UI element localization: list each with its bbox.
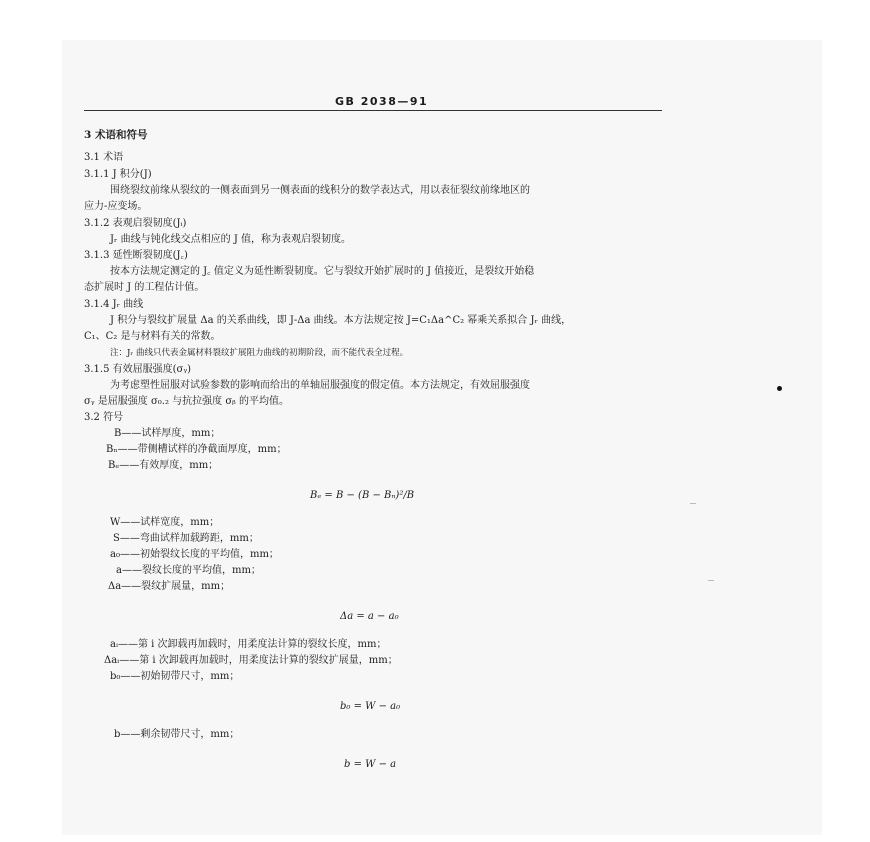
symbol-bn: Bₙ——带侧槽试样的净截面厚度，mm； (106, 444, 287, 455)
symbol-delta-ai: Δaᵢ——第 i 次卸载再加载时，用柔度法计算的裂纹扩展量，mm； (104, 655, 398, 666)
equation-remaining-ligament: b = W − a (344, 759, 397, 770)
term-jr-curve-text-1: J 积分与裂纹扩展量 Δa 的关系曲线，即 J-Δa 曲线。本方法规定按 J=C₁Δa^C₂ 幂乘关系拟合 Jᵣ 曲线， (110, 315, 572, 326)
standard-header: GB 2038—91 (335, 95, 429, 108)
symbol-b0: b₀——初始韧带尺寸，mm； (110, 671, 240, 682)
term-jr-curve-text-2: C₁、C₂ 是与材料有关的常数。 (84, 331, 221, 342)
symbol-delta-a: Δa——裂纹扩展量，mm； (108, 581, 231, 592)
term-ductile-fracture-text-2: 态扩展时 J 的工程估计值。 (84, 282, 205, 293)
term-j-integral-text-1: 围绕裂纹前缘从裂纹的一侧表面到另一侧表面的线积分的数学表达式，用以表征裂纹前缘地区的 (110, 185, 530, 196)
symbol-a: a——裂纹长度的平均值，mm； (116, 565, 261, 576)
term-jr-curve-heading: 3.1.4 Jᵣ 曲线 (84, 299, 144, 310)
symbol-a0: a₀——初始裂纹长度的平均值，mm； (110, 549, 279, 560)
term-j-integral-heading: 3.1.1 J 积分(J) (84, 169, 152, 180)
section-3-2: 3.2 符号 (84, 412, 124, 423)
symbol-w: W——试样宽度，mm； (110, 517, 220, 528)
equation-effective-thickness: Bₑ = B − (B − Bₙ)²/B (310, 490, 415, 501)
symbol-s: S——弯曲试样加载跨距，mm； (113, 533, 259, 544)
term-jr-curve-note: 注：Jᵣ 曲线只代表金属材料裂纹扩展阻力曲线的初期阶段，而不能代表全过程。 (110, 348, 409, 358)
term-effective-yield-text-2: σᵧ 是屈服强度 σ₀.₂ 与抗拉强度 σᵦ 的平均值。 (84, 396, 289, 407)
equation-initial-ligament: b₀ = W − a₀ (340, 701, 401, 712)
symbol-b-remaining: b——剩余韧带尺寸，mm； (114, 729, 240, 740)
symbol-ai: aᵢ——第 i 次卸载再加载时，用柔度法计算的裂纹长度，mm； (110, 639, 387, 650)
scan-speck (777, 386, 782, 391)
term-effective-yield-text-1: 为考虑塑性屈服对试验参数的影响而给出的单轴屈服强度的假定值。本方法规定，有效屈服强度 (110, 380, 530, 391)
symbol-be: Bₑ——有效厚度，mm； (108, 460, 219, 471)
term-apparent-initiation-text: Jᵣ 曲线与钝化线交点相应的 J 值，称为表观启裂韧度。 (110, 234, 352, 245)
section-3-1: 3.1 术语 (84, 152, 124, 163)
term-j-integral-text-2: 应力-应变场。 (84, 201, 148, 212)
scan-mark (708, 580, 714, 581)
scan-mark (690, 503, 696, 504)
term-apparent-initiation-heading: 3.1.2 表观启裂韧度(Jᵢ) (84, 218, 187, 229)
symbol-b: B——试样厚度，mm； (114, 428, 221, 439)
section-3-title: 3 术语和符号 (84, 129, 148, 141)
term-effective-yield-heading: 3.1.5 有效屈服强度(σᵧ) (84, 364, 192, 375)
header-rule (84, 110, 662, 111)
term-ductile-fracture-heading: 3.1.3 延性断裂韧度(J꜀) (84, 250, 188, 261)
term-ductile-fracture-text-1: 按本方法规定测定的 J꜀ 值定义为延性断裂韧度。它与裂纹开始扩展时的 J 值接近，是裂纹开始稳 (110, 266, 535, 277)
equation-crack-extension: Δa = a − a₀ (340, 611, 399, 622)
